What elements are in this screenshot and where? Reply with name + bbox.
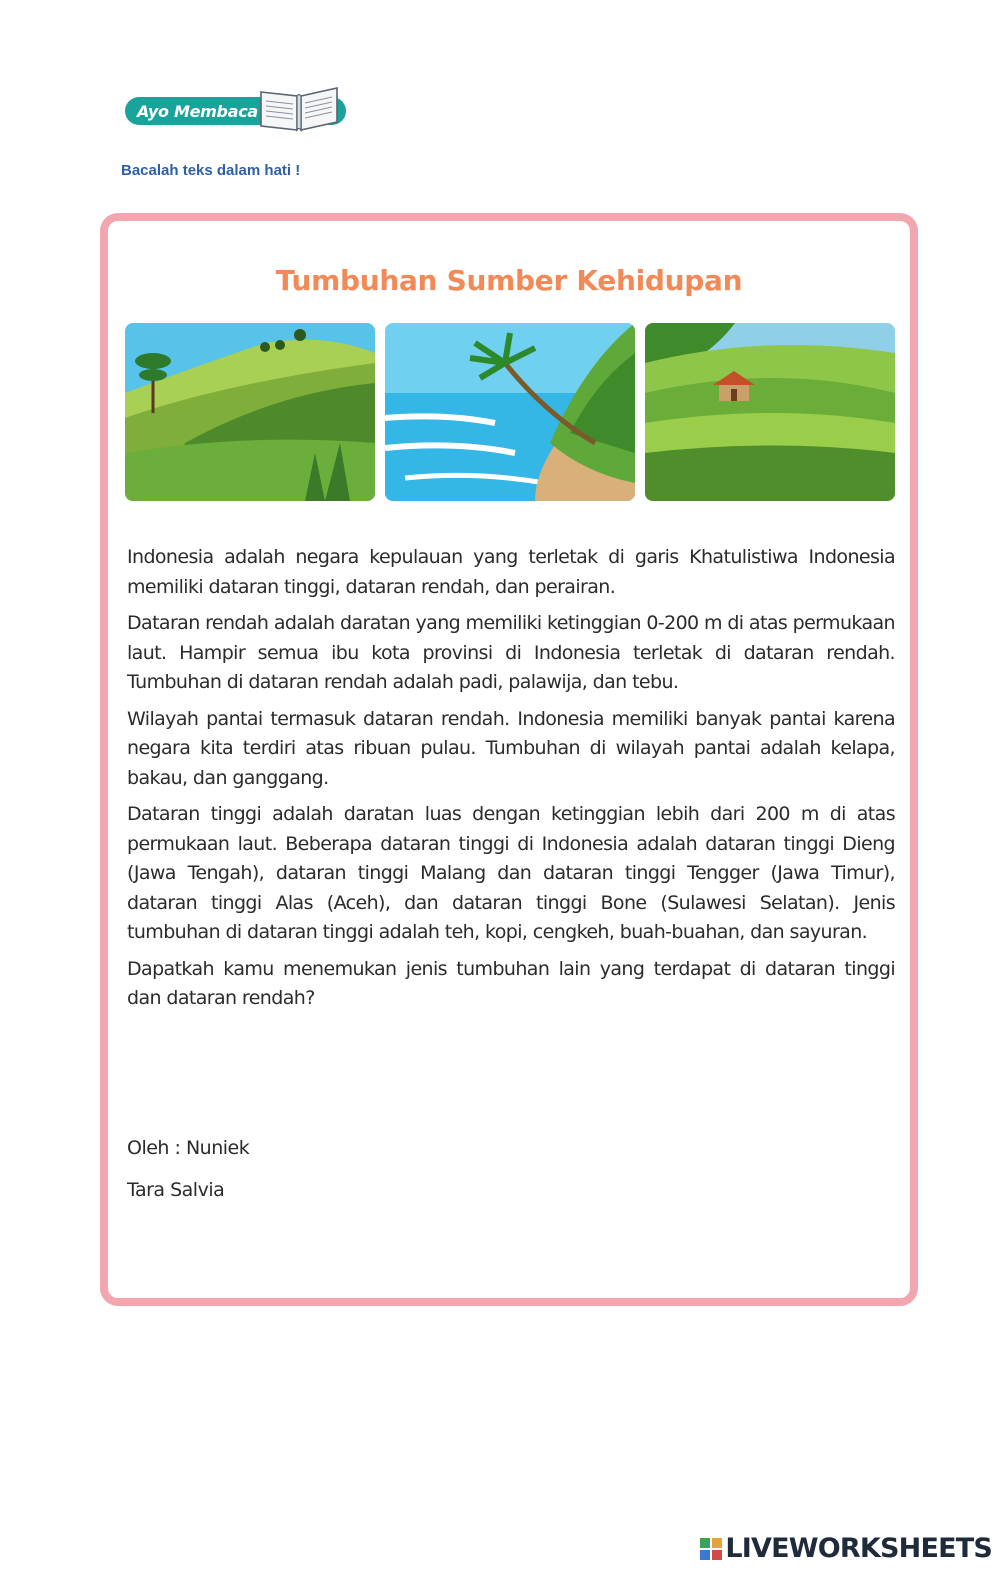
illustration-row	[125, 323, 901, 511]
paragraph: Dapatkah kamu menemukan jenis tumbuhan lain yang terdapat di dataran tinggi dan dataran rendah?	[127, 957, 895, 1009]
paragraph: Dataran rendah adalah daratan yang memiliki ketinggian 0-200 m di atas permukaan laut. Hampir semua ibu kota provinsi di Indonesia terletak di dataran rendah. Tumbuhan di dataran rendah adalah padi, palawija, dan tebu.	[127, 612, 895, 693]
reading-card	[100, 213, 918, 1306]
paragraph: Wilayah pantai termasuk dataran rendah. Indonesia memiliki banyak pantai karena negara kita terdiri atas ribuan pulau. Tumbuhan di wilayah pantai adalah kelapa, bakau, dan ganggang.	[127, 707, 895, 789]
instruction-text: Bacalah teks dalam hati !	[121, 162, 301, 179]
open-book-icon	[257, 84, 341, 134]
badge-label: Ayo Membaca	[137, 101, 258, 121]
beach-illustration	[385, 323, 635, 501]
liveworksheets-mark-icon	[700, 1538, 722, 1560]
paragraph: Dataran tinggi adalah daratan luas dengan ketinggian lebih dari 200 m di atas permukaan laut. Beberapa dataran tinggi di Indonesia adalah dataran tinggi Dieng (Jawa Tengah), dataran tinggi Malang dan dataran tinggi Tengger (Jawa Timur), dataran tinggi Alas (Aceh), dan dataran tinggi Bone (Sulawesi Selatan). Jenis tumbuhan di dataran tinggi adalah teh, kopi, cengkeh, buah-buahan, dan sayuran.	[127, 803, 895, 943]
logo-text: LIVEWORKSHEETS	[725, 1533, 992, 1564]
author-line-2: Tara Salvia	[127, 1179, 225, 1201]
ricefield-illustration	[645, 323, 895, 501]
liveworksheets-logo[interactable]	[700, 1533, 992, 1564]
highland-illustration	[125, 323, 375, 501]
author-line-1: Oleh : Nuniek	[127, 1137, 250, 1159]
paragraph: Indonesia adalah negara kepulauan yang terletak di garis Khatulistiwa Indonesia memiliki dataran tinggi, dataran rendah, dan perairan.	[127, 546, 895, 598]
card-title: Tumbuhan Sumber Kehidupan	[275, 264, 743, 297]
article-body	[127, 543, 895, 1021]
